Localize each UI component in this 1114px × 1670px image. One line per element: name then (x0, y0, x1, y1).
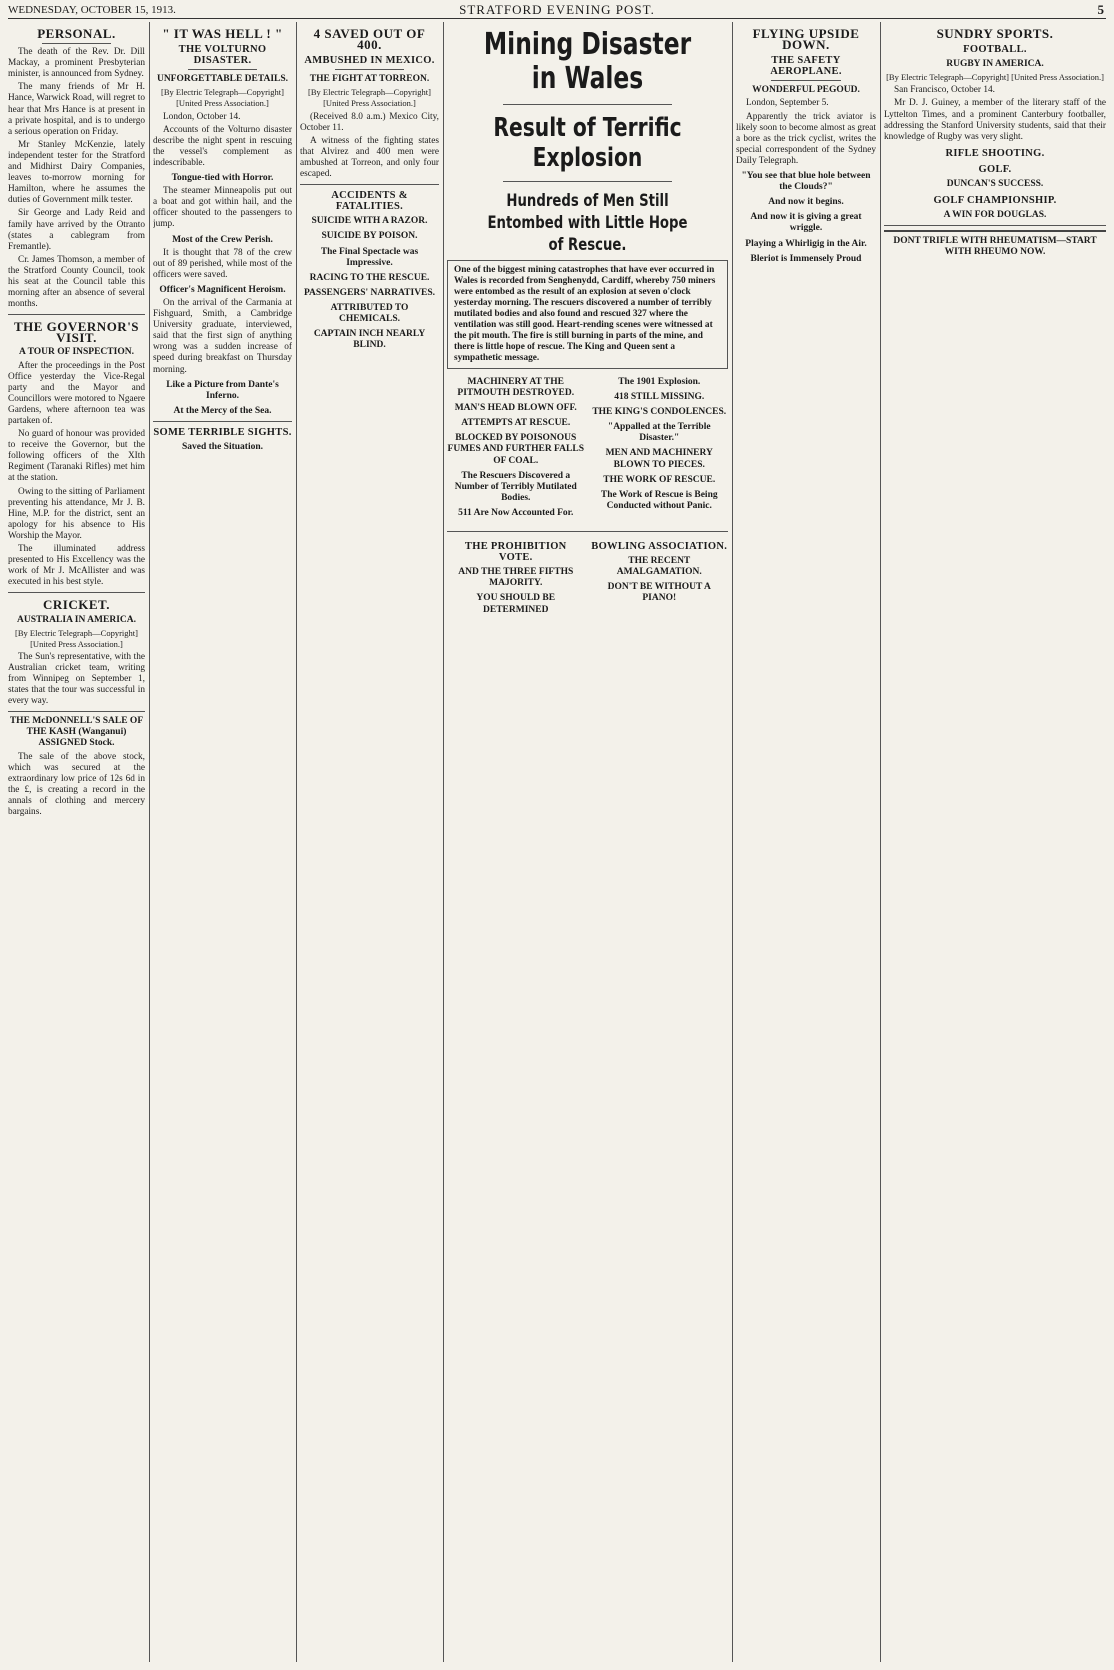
governor-paragraph: After the proceedings in the Post Office yesterday the Vice-Regal party and the Mayor and Councillors were motored to Ngaere Gardens, where afternoon tea was partaken of. (8, 360, 145, 426)
personal-paragraph: Mr Stanley McKenzie, lately independent tester for the Stratford and Midhirst Dairy Companies, leaves to-morrow morning for Hamilton, where he assumes the duties of Government milk tester. (8, 139, 145, 206)
column-personal (8, 22, 145, 1662)
prohibition-heading: THE PROHIBITION VOTE. (464, 541, 567, 564)
duncan-heading: DUNCAN'S SUCCESS. (946, 179, 1044, 190)
aviation-paragraph: Apparently the trick aviator is likely soon to become almost as great a bore as the trick cyclist, writes the special correspondent of the Sydney Daily Telegraph. (736, 111, 876, 166)
blind-heading: CAPTAIN INCH NEARLY BLIND. (313, 329, 426, 351)
poison-heading: SUICIDE BY POISON. (321, 231, 418, 242)
governor-heading: THE GOVERNOR'S VISIT. (13, 319, 140, 346)
cricket-subheading: AUSTRALIA IN AMERICA. (16, 614, 137, 625)
accounted-heading: 511 Are Now Accounted For. (458, 507, 574, 518)
volturno-details: UNFORGETTABLE DETAILS. (156, 74, 289, 85)
bowling-article (591, 536, 729, 618)
personal-paragraph: The death of the Rev. Dr. Dill Mackay, a prominent Presbyterian minister, is announced from Sydney. (8, 47, 145, 80)
golf-heading: GOLF. (978, 163, 1012, 175)
sports-paragraph: Mr D. J. Guiney, a member of the literary staff of the Lyttelton Times, and a prominent Canterbury footballer, addressing the Stanford University students, said that their knowledge of Rugby was very slight. (884, 98, 1106, 142)
mexico-headline: 4 SAVED OUT OF 400. (313, 26, 426, 53)
volturno-section: Like a Picture from Dante's Inferno. (166, 379, 279, 401)
douglas-heading: A WIN FOR DOUGLAS. (943, 210, 1047, 221)
volturno-section: Most of the Crew Perish. (172, 234, 273, 245)
volturno-paragraph: The steamer Minneapolis put out a boat and got within hail, and the officer shouted to the passengers to jump. (153, 186, 292, 230)
quote-heading: "You see that blue hole between the Clouds?" (741, 171, 871, 193)
volturno-section: SOME TERRIBLE SIGHTS. (153, 426, 292, 438)
fifths-heading: AND THE THREE FIFTHS MAJORITY. (458, 567, 574, 589)
panic-heading: The Work of Rescue is Being Conducted without Panic. (600, 489, 718, 511)
condolences-heading: THE KING'S CONDOLENCES. (592, 407, 727, 418)
mining-left-sub (447, 373, 585, 521)
personal-heading: PERSONAL. (37, 26, 116, 41)
appalled-heading: "Appalled at the Terrible Disaster." (607, 422, 711, 444)
amalgamation-heading: THE RECENT AMALGAMATION. (616, 556, 702, 578)
mining-right-sub (591, 373, 729, 521)
mining-subheadline: Result of Terrific Explosion (493, 113, 682, 173)
mexico-paragraph: A witness of the fighting states that Alvirez and 400 men were ambushed at Torreon, and only four escaped. (300, 135, 439, 180)
volturno-section: Saved the Situation. (181, 442, 264, 452)
column-mining (447, 22, 728, 1662)
headblown-heading: MAN'S HEAD BLOWN OFF. (454, 403, 577, 414)
determined-heading: YOU SHOULD BE DETERMINED (476, 593, 556, 615)
governor-subheading: A TOUR OF INSPECTION. (19, 347, 134, 358)
sports-paragraph: San Francisco, October 14. (894, 85, 995, 96)
blocked-heading: BLOCKED BY POISONOUS FUMES AND FURTHER FALLS OF COAL. (447, 433, 584, 466)
playing-heading: Playing a Whirligig in the Air. (745, 238, 867, 249)
mcdonnell-heading: THE McDONNELL'S SALE OF THE KASH (Wanganui) ASSIGNED Stock. (9, 716, 144, 749)
aviation-paragraph: London, September 5. (746, 98, 829, 109)
governor-paragraph: The illuminated address presented to His Excellency was the work of Mr J. McAllister and was executed in his best style. (8, 544, 145, 588)
volturno-paragraph: Accounts of the Volturno disaster describe the night spent in rescuing the vessel's complement as indescribable. (153, 124, 292, 168)
bowling-heading: BOWLING ASSOCIATION. (591, 541, 728, 553)
mexico-subhead: AMBUSHED IN MEXICO. (304, 55, 435, 67)
rheumo-ad-heading: DONT TRIFLE WITH RHEUMATISM—START WITH RHEUMO NOW. (884, 230, 1106, 258)
column-rule (732, 22, 733, 1662)
spectacle-heading: The Final Spectacle was Impressive. (320, 246, 419, 268)
volturno-section: At the Mercy of the Sea. (173, 405, 272, 416)
mcdonnell-paragraph: The sale of the above stock, which was secured at the extraordinary low price of 12s 6d in the £, is creating a record in the annals of clothing and mercery bargains. (8, 751, 145, 817)
attempts-heading: ATTEMPTS AT RESCUE. (461, 418, 571, 429)
volturno-section: Officer's Magnificent Heroism. (159, 284, 286, 295)
column-sports (884, 22, 1106, 1662)
rugby-heading: RUGBY IN AMERICA. (946, 59, 1044, 70)
mexico-credit: [By Electric Telegraph—Copyright] [United Press Association.] (308, 87, 431, 109)
missing-heading: 418 STILL MISSING. (614, 392, 705, 403)
cricket-heading: CRICKET. (43, 597, 110, 613)
sports-credit: [By Electric Telegraph—Copyright] [United Press Association.] (886, 72, 1104, 83)
volturno-section: Tongue-tied with Horror. (171, 173, 274, 184)
mexico-paragraph: (Received 8.0 a.m.) Mexico City, October 11. (300, 111, 439, 133)
masthead (8, 2, 1106, 19)
mutilated-heading: The Rescuers Discovered a Number of Terribly Mutilated Bodies. (454, 470, 577, 503)
explosion1901-heading: The 1901 Explosion. (618, 377, 701, 387)
mining-headline: Mining Disaster in Wales (483, 27, 692, 96)
golf-championship-heading: GOLF CHAMPIONSHIP. (933, 195, 1057, 207)
proud-heading: Bleriot is Immensely Proud (750, 253, 862, 264)
column-rule (149, 22, 150, 1662)
passengers-heading: PASSENGERS' NARRATIVES. (303, 287, 436, 298)
accidents-heading: ACCIDENTS & FATALITIES. (331, 190, 408, 213)
column-aviation (736, 22, 876, 1662)
governor-paragraph: Owing to the sitting of Parliament preventing his attendance, Mr J. B. Hine, M.P. for the district, sent an apology for his absence to His Worship the Mayor. (8, 486, 145, 541)
column-rule (880, 22, 881, 1662)
piano-heading: DON'T BE WITHOUT A PIANO! (607, 582, 711, 604)
issue-date: WEDNESDAY, OCTOBER 15, 1913. (8, 4, 176, 16)
cricket-paragraph: The Sun's representative, with the Australian cricket team, writing from Winnipeg on September 1, states that the tour was successful in every way. (8, 651, 145, 707)
blown-heading: MEN AND MACHINERY BLOWN TO PIECES. (605, 448, 713, 470)
work-heading: THE WORK OF RESCUE. (603, 474, 716, 485)
paper-title: STRATFORD EVENING POST. (459, 2, 655, 17)
column-rule (443, 22, 444, 1662)
flying-headline: FLYING UPSIDE DOWN. (752, 26, 860, 53)
volturno-paragraph: London, October 14. (163, 111, 241, 122)
rifle-heading: RIFLE SHOOTING. (945, 147, 1045, 159)
chemicals-heading: ATTRIBUTED TO CHEMICALS. (330, 302, 409, 324)
volturno-headline: " IT WAS HELL ! " (162, 26, 283, 41)
cricket-credit: [By Electric Telegraph—Copyright] [United Press Association.] (15, 627, 138, 649)
sports-headline: SUNDRY SPORTS. (936, 26, 1054, 41)
torreon-head: THE FIGHT AT TORREON. (309, 74, 430, 85)
column-volturno (153, 22, 292, 1662)
machinery-heading: MACHINERY AT THE PITMOUTH DESTROYED. (457, 377, 575, 399)
mining-deck: Hundreds of Men Still Entombed with Little Hope of Rescue. (487, 191, 688, 255)
racing-heading: RACING TO THE RESCUE. (309, 272, 430, 283)
personal-paragraph: The many friends of Mr H. Hance, Warwick Road, will regret to hear that Mrs Hance is at present in a private hospital, and is to undergo a serious operation on Friday. (8, 82, 145, 137)
begins-heading: And now it begins. (768, 197, 844, 208)
pegoud-head: WONDERFUL PEGOUD. (752, 85, 860, 96)
prohibition-article (447, 536, 585, 618)
aeroplane-subhead: THE SAFETY AEROPLANE. (770, 55, 842, 78)
column-mexico (300, 22, 439, 1662)
wriggle-heading: And now it is giving a great wriggle. (750, 212, 862, 234)
personal-paragraph: Sir George and Lady Reid and family have arrived by the Otranto (states a cablegram from Fremantle). (8, 208, 145, 252)
mining-lead: One of the biggest mining catastrophes that have ever occurred in Wales is recorded from Senghenydd, Cardiff, whereby 750 miners were entombed as the result of an explosion at seven o'clock yesterday morning. The rescuers discovered a number of terribly mutilated bodies and also found and rescued 327 where the ventilation was still good. Heart-rending scenes were witnessed at the pit mouth. The fire is still burning in parts of the mine, and there is little hope of rescue. The King and Queen sent a sympathetic message. (447, 260, 728, 369)
governor-paragraph: No guard of honour was provided to receive the Governor, but the following officers of the XIth Regiment (Taranaki Rifles) met him at the station. (8, 429, 145, 484)
volturno-credit: [By Electric Telegraph—Copyright] [United Press Association.] (161, 87, 284, 109)
volturno-subhead: THE VOLTURNO DISASTER. (178, 44, 267, 67)
razor-heading: SUICIDE WITH A RAZOR. (311, 216, 428, 227)
football-heading: FOOTBALL. (963, 44, 1027, 56)
page-number: 5 (1097, 2, 1104, 17)
volturno-paragraph: On the arrival of the Carmania at Fishguard, Smith, a Cambridge University graduate, interviewed, said that the first sign of anything wrong was a sudden increase of speed during breakfast on Thursday morning. (153, 297, 292, 375)
personal-paragraph: Cr. James Thomson, a member of the Stratford County Council, took his seat at the Council table this morning after an absence of several months. (8, 254, 145, 310)
column-rule (296, 22, 297, 1662)
volturno-paragraph: It is thought that 78 of the crew out of 89 perished, while most of the officers were saved. (153, 247, 292, 280)
